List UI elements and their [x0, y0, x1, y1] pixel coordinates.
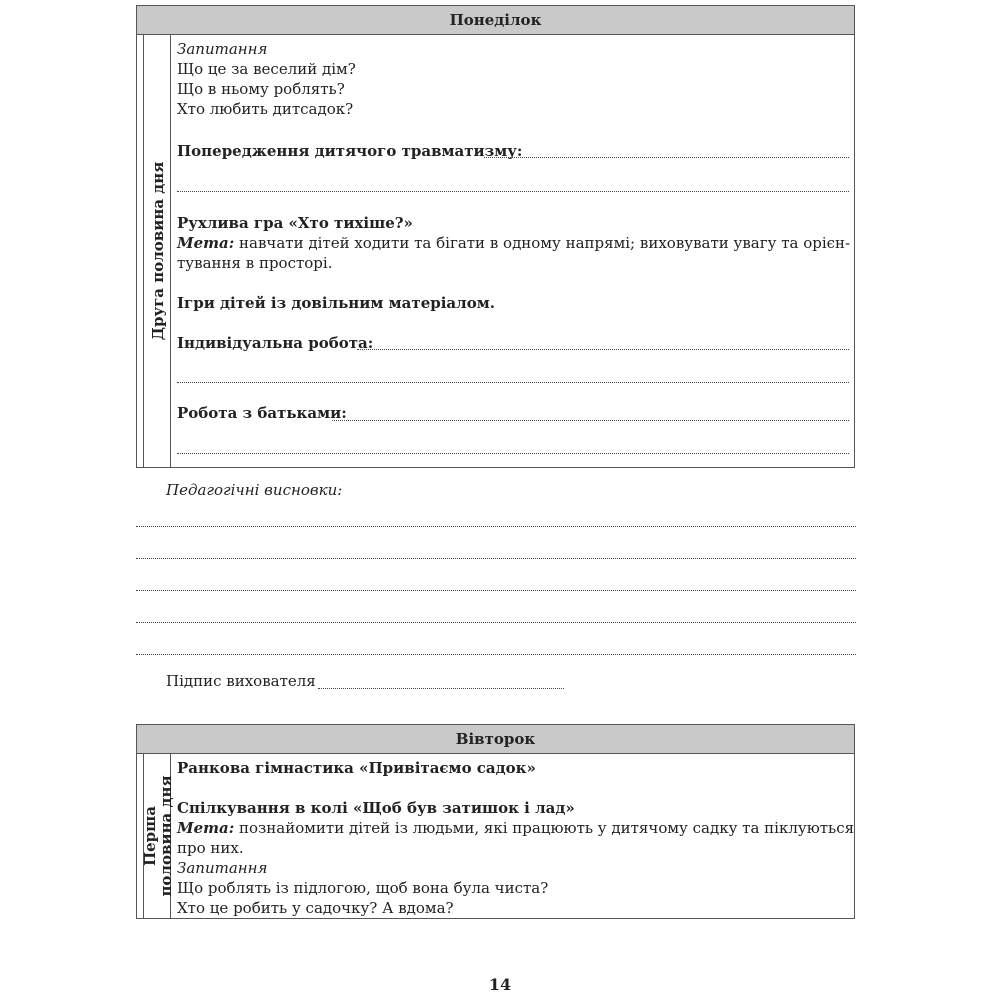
- tuesday-header: Вівторок: [137, 725, 854, 754]
- question-1: Що це за веселий дім?: [177, 60, 356, 78]
- monday-side-label: Друга половина дня: [148, 161, 167, 341]
- injury-fill-line-1[interactable]: [484, 157, 849, 158]
- conclusions-label: Педагогічні висновки:: [166, 481, 343, 499]
- free-games: Ігри дітей із довільним матеріалом.: [177, 294, 495, 312]
- signature-label: Підпис вихователя: [166, 672, 316, 690]
- monday-table: [136, 5, 855, 468]
- individual-fill-line-2[interactable]: [177, 382, 849, 383]
- conclusions-line-3[interactable]: [136, 590, 856, 591]
- tuesday-question-1: Що роблять із підлогою, щоб вона була чиста?: [177, 879, 549, 897]
- tuesday-side-label: Перша половина дня: [140, 775, 175, 897]
- circle-goal: [177, 818, 854, 838]
- tuesday-table: [136, 724, 855, 919]
- question-3: Хто любить дитсадок?: [177, 100, 354, 118]
- injury-fill-line-2[interactable]: [177, 191, 849, 192]
- game-goal-continued: тування в просторі.: [177, 254, 333, 272]
- individual-fill-line-1[interactable]: [357, 349, 849, 350]
- parents-fill-line-2[interactable]: [177, 453, 849, 454]
- individual-work-label: Індивідуальна робота:: [177, 334, 374, 352]
- parents-fill-line-1[interactable]: [332, 420, 849, 421]
- parents-work-label: Робота з батьками:: [177, 404, 347, 422]
- signature-line[interactable]: [318, 688, 564, 689]
- goal-text-1: навчати дітей ходити та бігати в одному напрямі; виховувати увагу та орієн-: [234, 234, 851, 252]
- goal-label: Мета:: [177, 819, 235, 837]
- page-number: 14: [488, 975, 512, 994]
- monday-header: Понеділок: [137, 6, 854, 35]
- gym-title: Ранкова гімнастика «Привітаємо садок»: [177, 759, 536, 777]
- question-2: Що в ньому роблять?: [177, 80, 345, 98]
- game-goal: [177, 233, 850, 253]
- monday-side-column: [137, 35, 171, 467]
- tuesday-questions-heading: Запитання: [177, 859, 268, 877]
- circle-title: Спілкування в колі «Щоб був затишок і лад»: [177, 799, 575, 817]
- tuesday-question-2: Хто це робить у садочку? А вдома?: [177, 899, 454, 917]
- circle-goal-continued: про них.: [177, 839, 244, 857]
- conclusions-line-1[interactable]: [136, 526, 856, 527]
- questions-heading: Запитання: [177, 40, 268, 58]
- conclusions-line-5[interactable]: [136, 654, 856, 655]
- injury-label: Попередження дитячого травматизму:: [177, 142, 523, 160]
- goal-text-1: познайомити дітей із людьми, які працюють у дитячому садку та піклуються: [234, 819, 855, 837]
- tuesday-side-column: [137, 754, 175, 918]
- conclusions-line-4[interactable]: [136, 622, 856, 623]
- goal-label: Мета:: [177, 234, 235, 252]
- conclusions-line-2[interactable]: [136, 558, 856, 559]
- game-title: Рухлива гра «Хто тихіше?»: [177, 214, 413, 232]
